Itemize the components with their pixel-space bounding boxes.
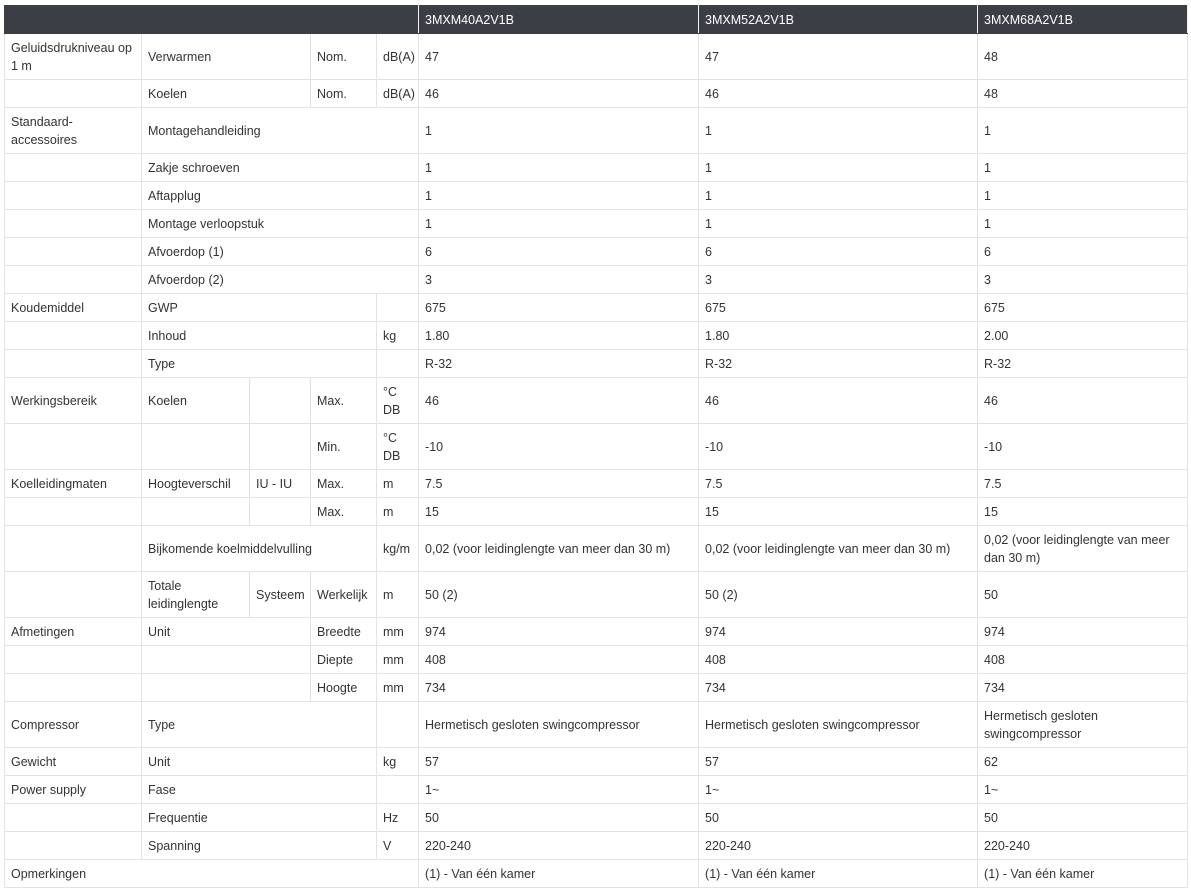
- subparameter-cell: [250, 498, 311, 526]
- table-header-row: [5, 6, 1188, 34]
- value-cell: 3: [699, 266, 978, 294]
- category-cell: [5, 80, 142, 108]
- unit-cell: V: [377, 832, 419, 860]
- value-cell: 675: [419, 294, 699, 322]
- category-cell: [5, 572, 142, 618]
- value-cell: 50 (2): [419, 572, 699, 618]
- value-cell: 50: [699, 804, 978, 832]
- parameter-cell: Hoogteverschil: [142, 470, 250, 498]
- unit-cell: kg/m: [377, 526, 419, 572]
- category-cell: [5, 238, 142, 266]
- table-row: [5, 378, 1188, 424]
- value-cell: 1: [978, 154, 1188, 182]
- model-header: 3MXM68A2V1B: [978, 6, 1188, 34]
- table-row: [5, 80, 1188, 108]
- table-row: [5, 674, 1188, 702]
- table-row: [5, 526, 1188, 572]
- unit-cell: m: [377, 470, 419, 498]
- category-cell: [5, 350, 142, 378]
- value-cell: 1: [419, 154, 699, 182]
- unit-cell: mm: [377, 646, 419, 674]
- value-cell: 734: [419, 674, 699, 702]
- value-cell: 1: [978, 108, 1188, 154]
- value-cell: 974: [419, 618, 699, 646]
- value-cell: 48: [978, 80, 1188, 108]
- category-cell: Gewicht: [5, 748, 142, 776]
- value-cell: 1~: [699, 776, 978, 804]
- category-cell: Werkingsbereik: [5, 378, 142, 424]
- table-row: [5, 646, 1188, 674]
- category-cell: [5, 646, 142, 674]
- value-cell: 50: [419, 804, 699, 832]
- value-cell: R-32: [699, 350, 978, 378]
- value-cell: 7.5: [699, 470, 978, 498]
- value-cell: 46: [699, 80, 978, 108]
- value-cell: 408: [978, 646, 1188, 674]
- qualifier-cell: Max.: [311, 470, 377, 498]
- value-cell: 1: [699, 182, 978, 210]
- parameter-cell: Aftapplug: [142, 182, 419, 210]
- specifications-table: [4, 5, 1188, 888]
- value-cell: -10: [419, 424, 699, 470]
- value-cell: Hermetisch gesloten swingcompressor: [978, 702, 1188, 748]
- value-cell: 6: [699, 238, 978, 266]
- model-header: 3MXM52A2V1B: [699, 6, 978, 34]
- table-row: [5, 572, 1188, 618]
- category-cell: [5, 832, 142, 860]
- value-cell: 50 (2): [699, 572, 978, 618]
- qualifier-cell: Min.: [311, 424, 377, 470]
- value-cell: 734: [699, 674, 978, 702]
- category-cell: [5, 804, 142, 832]
- unit-cell: kg: [377, 322, 419, 350]
- value-cell: 2.00: [978, 322, 1188, 350]
- value-cell: 15: [978, 498, 1188, 526]
- value-cell: 1: [978, 182, 1188, 210]
- value-cell: 62: [978, 748, 1188, 776]
- parameter-cell: Totale leidinglengte: [142, 572, 250, 618]
- qualifier-cell: Hoogte: [311, 674, 377, 702]
- parameter-cell: Bijkomende koelmiddelvulling: [142, 526, 377, 572]
- parameter-cell: [142, 498, 250, 526]
- parameter-cell: Koelen: [142, 378, 250, 424]
- value-cell: 1: [699, 210, 978, 238]
- qualifier-cell: Nom.: [311, 34, 377, 80]
- value-cell: 3: [419, 266, 699, 294]
- value-cell: 7.5: [419, 470, 699, 498]
- value-cell: Hermetisch gesloten swingcompressor: [419, 702, 699, 748]
- category-cell: Compressor: [5, 702, 142, 748]
- subparameter-cell: IU - IU: [250, 470, 311, 498]
- category-cell: Standaard-accessoires: [5, 108, 142, 154]
- parameter-cell: Type: [142, 702, 377, 748]
- parameter-cell: Verwarmen: [142, 34, 311, 80]
- value-cell: 408: [699, 646, 978, 674]
- parameter-cell: Montage verloopstuk: [142, 210, 419, 238]
- parameter-cell: Afvoerdop (2): [142, 266, 419, 294]
- value-cell: -10: [699, 424, 978, 470]
- unit-cell: mm: [377, 618, 419, 646]
- unit-cell: m: [377, 498, 419, 526]
- value-cell: 1: [699, 108, 978, 154]
- category-cell: [5, 322, 142, 350]
- table-row: [5, 804, 1188, 832]
- table-row: [5, 748, 1188, 776]
- table-row: [5, 832, 1188, 860]
- value-cell: 1~: [419, 776, 699, 804]
- value-cell: 46: [699, 378, 978, 424]
- table-row: [5, 108, 1188, 154]
- qualifier-cell: Werkelijk: [311, 572, 377, 618]
- category-cell: Afmetingen: [5, 618, 142, 646]
- value-cell: 220-240: [978, 832, 1188, 860]
- value-cell: 0,02 (voor leidinglengte van meer dan 30 m): [419, 526, 699, 572]
- qualifier-cell: Nom.: [311, 80, 377, 108]
- unit-cell: dB(A): [377, 80, 419, 108]
- category-cell: [5, 674, 142, 702]
- value-cell: 1: [419, 182, 699, 210]
- parameter-cell: Unit: [142, 748, 377, 776]
- unit-cell: [377, 776, 419, 804]
- qualifier-cell: Max.: [311, 378, 377, 424]
- category-cell: Power supply: [5, 776, 142, 804]
- value-cell: Hermetisch gesloten swingcompressor: [699, 702, 978, 748]
- unit-cell: [377, 702, 419, 748]
- parameter-cell: Montagehandleiding: [142, 108, 419, 154]
- value-cell: 50: [978, 572, 1188, 618]
- parameter-cell: Afvoerdop (1): [142, 238, 419, 266]
- unit-cell: m: [377, 572, 419, 618]
- value-cell: 408: [419, 646, 699, 674]
- value-cell: 46: [419, 80, 699, 108]
- value-cell: 974: [699, 618, 978, 646]
- header-blank-cell: [5, 6, 419, 34]
- value-cell: 7.5: [978, 470, 1188, 498]
- value-cell: 1: [419, 108, 699, 154]
- value-cell: 220-240: [699, 832, 978, 860]
- category-cell: [5, 154, 142, 182]
- unit-cell: [377, 294, 419, 322]
- unit-cell: Hz: [377, 804, 419, 832]
- value-cell: 57: [699, 748, 978, 776]
- value-cell: R-32: [419, 350, 699, 378]
- value-cell: 1.80: [699, 322, 978, 350]
- table-row: [5, 776, 1188, 804]
- category-cell: Koudemiddel: [5, 294, 142, 322]
- value-cell: 1: [978, 210, 1188, 238]
- parameter-cell: [142, 674, 311, 702]
- value-cell: 0,02 (voor leidinglengte van meer dan 30 m): [978, 526, 1188, 572]
- value-cell: 57: [419, 748, 699, 776]
- table-row: [5, 182, 1188, 210]
- subparameter-cell: Systeem: [250, 572, 311, 618]
- value-cell: 220-240: [419, 832, 699, 860]
- category-cell: Geluidsdrukniveau op 1 m: [5, 34, 142, 80]
- category-cell: [5, 266, 142, 294]
- qualifier-cell: Max.: [311, 498, 377, 526]
- value-cell: 675: [699, 294, 978, 322]
- value-cell: 1: [419, 210, 699, 238]
- value-cell: 3: [978, 266, 1188, 294]
- value-cell: 974: [978, 618, 1188, 646]
- table-row: [5, 618, 1188, 646]
- unit-cell: mm: [377, 674, 419, 702]
- category-cell: [5, 182, 142, 210]
- subparameter-cell: [250, 378, 311, 424]
- table-row: [5, 860, 1188, 888]
- qualifier-cell: Diepte: [311, 646, 377, 674]
- value-cell: 46: [978, 378, 1188, 424]
- table-row: [5, 154, 1188, 182]
- unit-cell: °C DB: [377, 378, 419, 424]
- unit-cell: °C DB: [377, 424, 419, 470]
- value-cell: 47: [699, 34, 978, 80]
- unit-cell: dB(A): [377, 34, 419, 80]
- value-cell: 50: [978, 804, 1188, 832]
- parameter-cell: Inhoud: [142, 322, 377, 350]
- parameter-cell: Fase: [142, 776, 377, 804]
- value-cell: (1) - Van één kamer: [419, 860, 699, 888]
- qualifier-cell: Breedte: [311, 618, 377, 646]
- table-row: [5, 498, 1188, 526]
- table-row: [5, 322, 1188, 350]
- parameter-cell: [142, 646, 311, 674]
- category-cell: [5, 498, 142, 526]
- value-cell: 6: [419, 238, 699, 266]
- subparameter-cell: [250, 424, 311, 470]
- value-cell: 46: [419, 378, 699, 424]
- table-row: [5, 702, 1188, 748]
- value-cell: R-32: [978, 350, 1188, 378]
- unit-cell: kg: [377, 748, 419, 776]
- parameter-cell: Unit: [142, 618, 311, 646]
- value-cell: 48: [978, 34, 1188, 80]
- parameter-cell: GWP: [142, 294, 377, 322]
- parameter-cell: [142, 424, 250, 470]
- value-cell: 1~: [978, 776, 1188, 804]
- table-row: [5, 238, 1188, 266]
- value-cell: (1) - Van één kamer: [699, 860, 978, 888]
- value-cell: (1) - Van één kamer: [978, 860, 1188, 888]
- table-row: [5, 424, 1188, 470]
- parameter-cell: Koelen: [142, 80, 311, 108]
- table-row: [5, 350, 1188, 378]
- value-cell: 0,02 (voor leidinglengte van meer dan 30 m): [699, 526, 978, 572]
- unit-cell: [377, 350, 419, 378]
- value-cell: 47: [419, 34, 699, 80]
- category-cell: [5, 210, 142, 238]
- table-row: [5, 210, 1188, 238]
- parameter-cell: Zakje schroeven: [142, 154, 419, 182]
- table-row: [5, 470, 1188, 498]
- table-row: [5, 34, 1188, 80]
- table-row: [5, 294, 1188, 322]
- parameter-cell: Spanning: [142, 832, 377, 860]
- value-cell: 1: [699, 154, 978, 182]
- value-cell: 6: [978, 238, 1188, 266]
- value-cell: -10: [978, 424, 1188, 470]
- value-cell: 15: [419, 498, 699, 526]
- parameter-cell: Type: [142, 350, 377, 378]
- model-header: 3MXM40A2V1B: [419, 6, 699, 34]
- table-row: [5, 266, 1188, 294]
- value-cell: 15: [699, 498, 978, 526]
- value-cell: 675: [978, 294, 1188, 322]
- value-cell: 734: [978, 674, 1188, 702]
- category-cell: Opmerkingen: [5, 860, 419, 888]
- parameter-cell: Frequentie: [142, 804, 377, 832]
- category-cell: [5, 526, 142, 572]
- category-cell: Koelleidingmaten: [5, 470, 142, 498]
- value-cell: 1.80: [419, 322, 699, 350]
- category-cell: [5, 424, 142, 470]
